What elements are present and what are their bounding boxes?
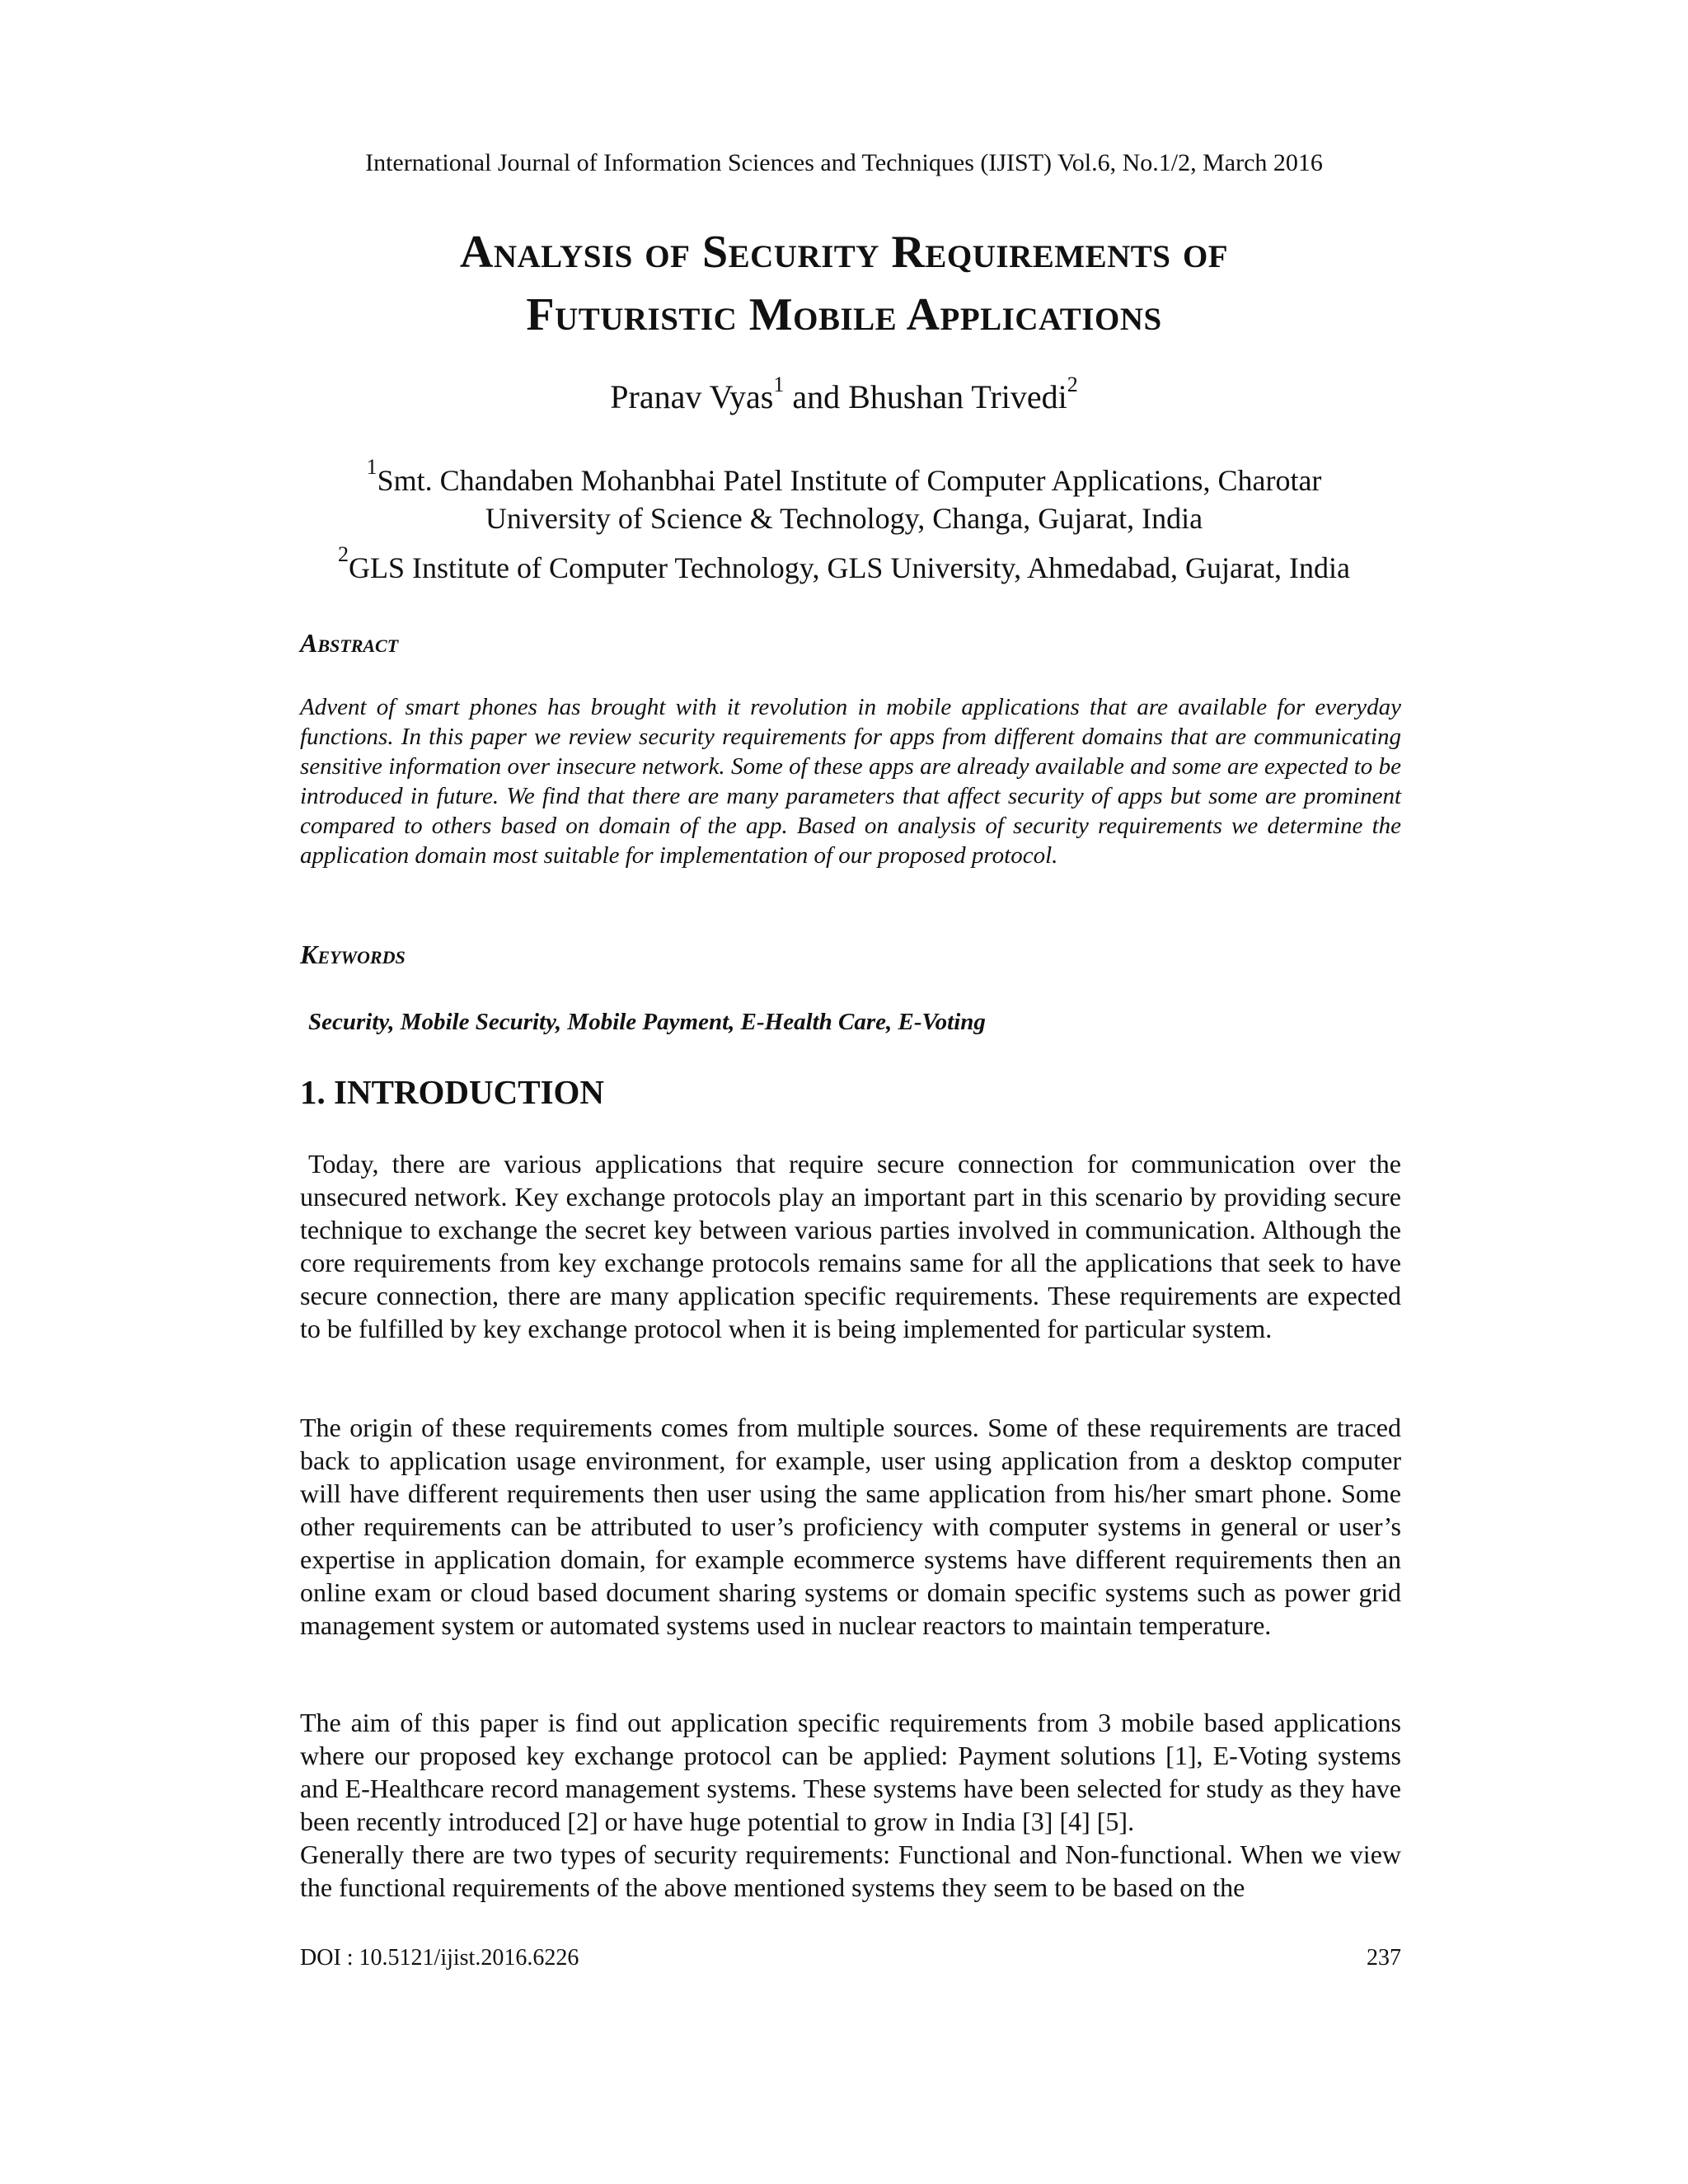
author-connector: and — [784, 378, 849, 415]
author-list — [0, 373, 1688, 422]
intro-paragraph-4: Generally there are two types of security requirements: Functional and Non-functional. When we view the functional requirements of the above mentioned systems they seem to be based on the — [300, 1840, 1401, 1902]
affiliation-mark: 2 — [338, 542, 349, 566]
affiliation-mark: 1 — [773, 373, 785, 396]
affiliation-mark: 1 — [366, 455, 377, 479]
intro-paragraph-2 — [300, 1411, 1401, 1642]
affiliations — [0, 455, 1688, 587]
intro-paragraph-3 — [300, 1706, 1401, 1904]
keywords-heading: Keywords — [300, 940, 406, 969]
affiliation-mark: 2 — [1067, 373, 1078, 396]
paragraph-text: Today, there are various applications that require secure connection for communication over the unsecured network. Key exchange protocols play an important part in this scenario by providing secure technique to exchange the secret key between various parties involved in communication. Although the core requirements from key exchange protocols remains same for all the applications that seek to have secure connection, there are many application specific requirements. These requirements are expected to be fulfilled by key exchange protocol when it is being implemented for particular system. — [300, 1149, 1401, 1343]
title-line-2: Futuristic Mobile Applications — [526, 289, 1162, 340]
title-line-1: Analysis of Security Requirements of — [459, 227, 1229, 278]
abstract-heading: Abstract — [300, 628, 399, 658]
intro-paragraph-1 — [300, 1147, 1401, 1345]
introduction-heading: 1. INTRODUCTION — [300, 1073, 605, 1111]
paragraph-text: The aim of this paper is find out application specific requirements from 3 mobile based applications where our proposed key exchange protocol can be applied: Payment solutions [1], E-Voting systems and E-Healthcare record management systems. These systems have been selected for study as they have been recently introduced [2] or have huge potential to grow in India [3] [4] [5]. — [300, 1708, 1401, 1836]
author-name: Bhushan Trivedi — [848, 378, 1067, 415]
affiliation-1-line-2: University of Science & Technology, Changa, Gujarat, India — [485, 502, 1203, 535]
affiliation-text: GLS Institute of Computer Technology, GLS University, Ahmedabad, Gujarat, India — [349, 551, 1350, 584]
doi-text: DOI : 10.5121/ijist.2016.6226 — [300, 1945, 579, 1971]
running-head: International Journal of Information Sciences and Techniques (IJIST) Vol.6, No.1/2, March 2016 — [365, 149, 1323, 176]
paragraph-text: The origin of these requirements comes from multiple sources. Some of these requirements are traced back to application usage environment, for example, user using application from a desktop computer will have different requirements then user using the same application from his/her smart phone. Some other requirements can be attributed to user’s proficiency with computer systems in general or user’s expertise in application domain, for example ecommerce systems have different requirements then an online exam or cloud based document sharing systems or domain specific systems such as power grid management system or automated systems used in nuclear reactors to maintain temperature. — [300, 1413, 1401, 1640]
author-name: Pranav Vyas — [610, 378, 774, 415]
affiliation-text: Smt. Chandaben Mohanbhai Patel Institute of Computer Applications, Charotar — [377, 464, 1322, 497]
affiliation-1-line-1 — [0, 455, 1688, 499]
paper-title — [0, 221, 1688, 346]
abstract-text: Advent of smart phones has brought with it revolution in mobile applications that are available for everyday functions. In this paper we review security requirements for apps from different domains that are communicating sensitive information over insecure network. Some of these apps are already available and some are expected to be introduced in future. We find that there are many parameters that affect security of apps but some are prominent compared to others based on domain of the app. Based on analysis of security requirements we determine the application domain most suitable for implementation of our proposed protocol. — [300, 694, 1401, 869]
page-number: 237 — [1367, 1945, 1401, 1971]
affiliation-2 — [0, 542, 1688, 587]
keywords-text: Security, Mobile Security, Mobile Payment, E-Health Care, E-Voting — [308, 1009, 986, 1035]
